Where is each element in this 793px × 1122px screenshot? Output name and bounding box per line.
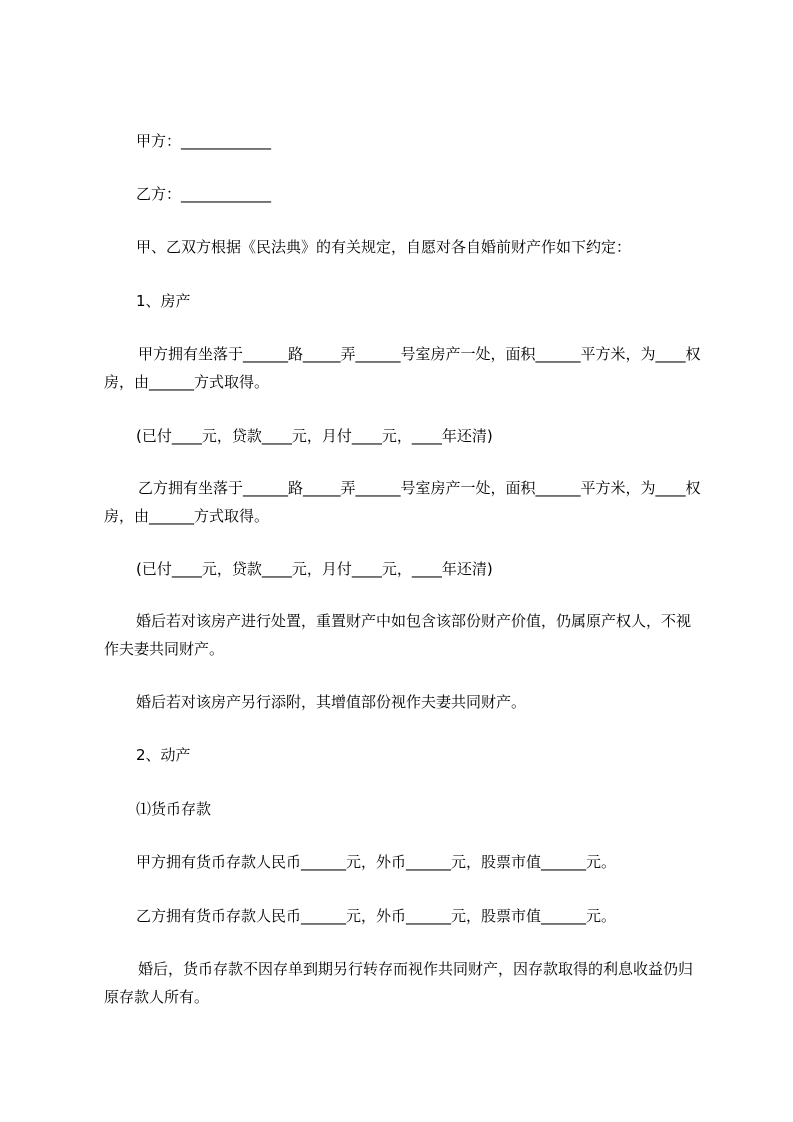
payment-b-line: (已付____元，贷款____元，月付____元，____年还清) — [136, 560, 493, 578]
party-b-line: 乙方：____________ — [136, 185, 272, 203]
property-a-paragraph: 甲方拥有坐落于______路_____弄______号室房产一处，面积______平方米，为____权房，由______方式取得。 — [104, 345, 701, 391]
intro-paragraph: 甲、乙双方根据《民法典》的有关规定，自愿对各自婚前财产作如下约定： — [136, 238, 632, 256]
property-b-paragraph: 乙方拥有坐落于______路_____弄______号室房产一处，面积______平方米，为____权房，由______方式取得。 — [104, 479, 701, 525]
payment-a-line: (已付____元，贷款____元，月付____元，____年还清) — [136, 427, 493, 445]
deposit-clause-paragraph: 婚后，货币存款不因存单到期另行转存而视作共同财产，因存款取得的利息收益仍归原存款人所有。 — [104, 960, 694, 1006]
party-a-line: 甲方：____________ — [136, 132, 272, 150]
deposit-b-line: 乙方拥有货币存款人民币______元，外币______元，股票市值______元。 — [136, 907, 617, 925]
section-1-heading: 1、房产 — [136, 292, 191, 310]
disposal-clause-paragraph: 婚后若对该房产进行处置，重置财产中如包含该部份财产价值，仍属原产权人，不视作夫妻共同财产。 — [104, 612, 692, 658]
subsection-1-heading: ⑴货币存款 — [136, 800, 212, 818]
addition-clause-paragraph: 婚后若对该房产另行添附，其增值部份视作夫妻共同财产。 — [136, 693, 527, 711]
section-2-heading: 2、动产 — [136, 746, 191, 764]
deposit-a-line: 甲方拥有货币存款人民币______元，外币______元，股票市值______元。 — [136, 853, 617, 871]
